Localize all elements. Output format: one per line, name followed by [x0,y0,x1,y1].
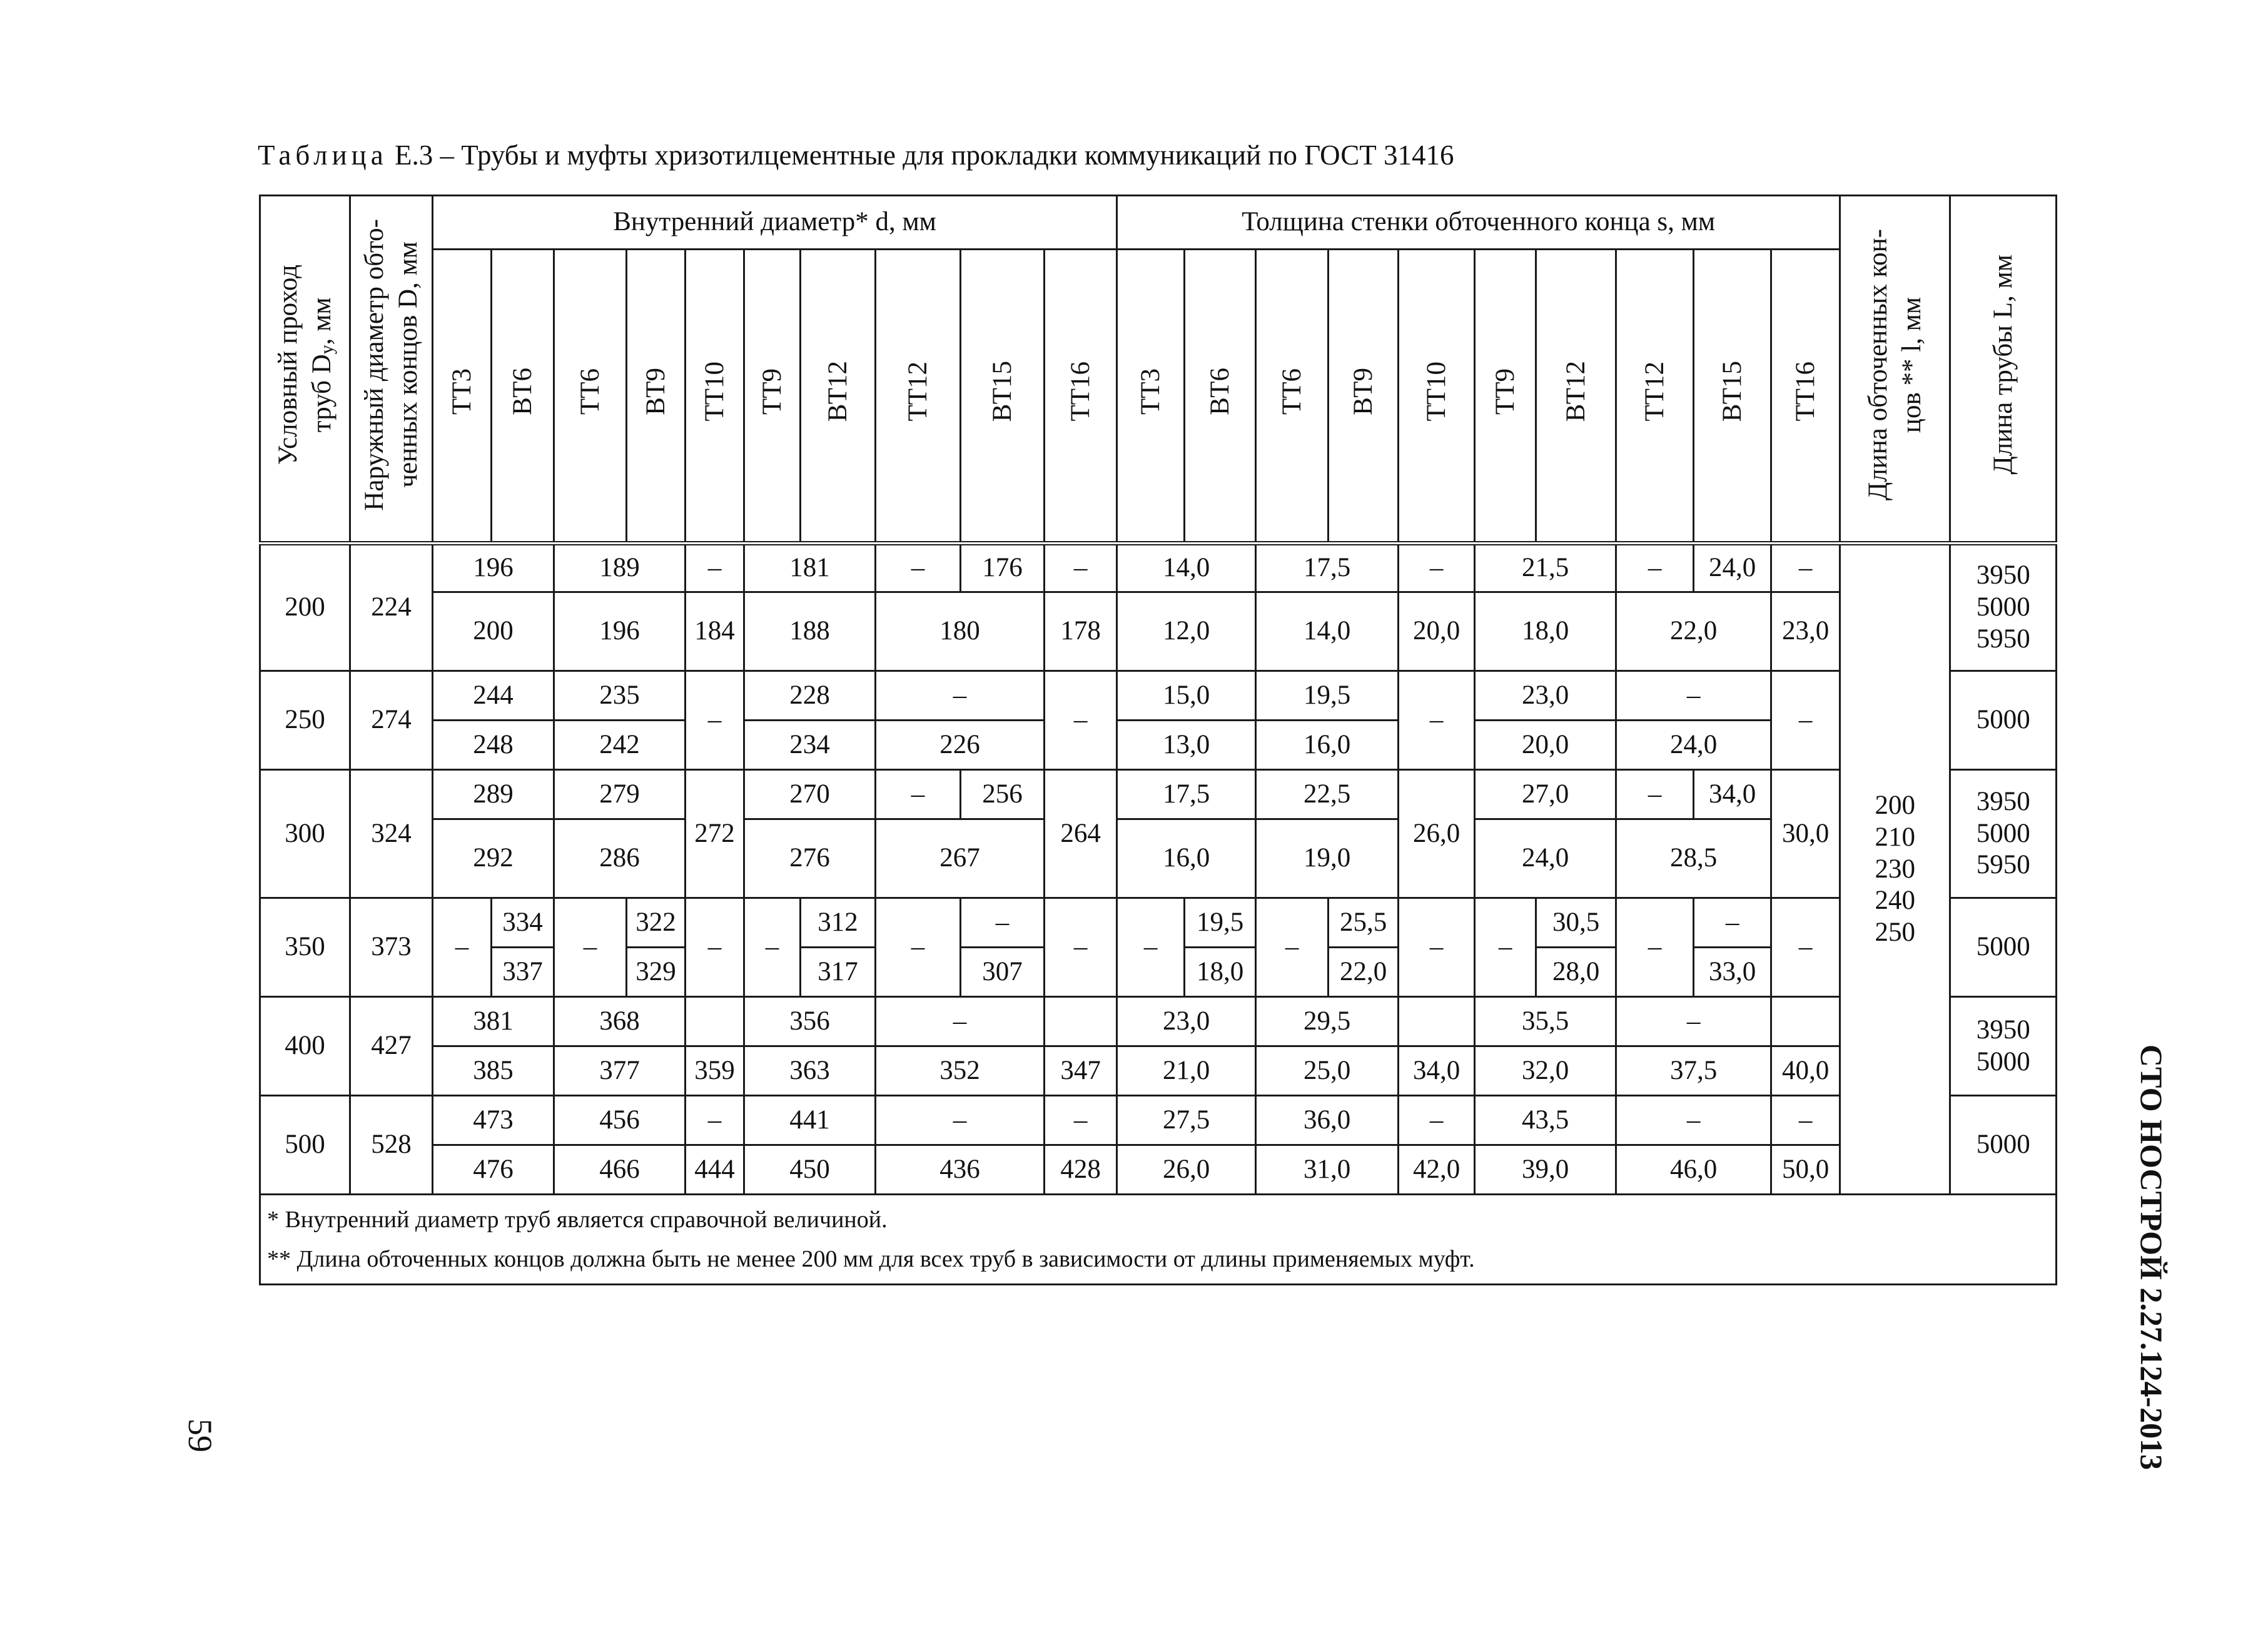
table-cell: 444 [686,1145,744,1195]
table-cell: 441 [744,1096,876,1145]
table-cell: 317 [801,948,876,997]
header-class-d: ВТ15 [961,250,1045,544]
table-cell: – [1771,671,1840,770]
table-cell: 428 [1045,1145,1117,1195]
table-cell: 21,0 [1117,1046,1256,1096]
table-cell: 450 [744,1145,876,1195]
table-cell: 23,0 [1771,592,1840,671]
table-cell: 13,0 [1117,721,1256,770]
pipe-length-cell: 5000 [1950,671,2057,770]
table-cell: 14,0 [1117,544,1256,592]
table-cell: 28,0 [1536,948,1616,997]
table-cell: 28,5 [1616,819,1771,898]
table-cell: – [686,898,744,997]
caption-label: Таблица [258,139,388,171]
table-cell: – [1616,770,1694,819]
header-outer-diameter: Наружный диаметр обто- ченных концов D, мм [350,196,433,544]
table-cell: 286 [554,819,686,898]
table-cell: 22,5 [1256,770,1399,819]
dy-cell: 500 [260,1096,350,1195]
table-cell: 18,0 [1475,592,1616,671]
header-class-s: ВТ12 [1536,250,1616,544]
table-cell: – [876,1096,1045,1145]
table-cell: – [961,898,1045,948]
header-class-d: ВТ6 [492,250,554,544]
header-class-s: ТТ16 [1771,250,1840,544]
table-cell: – [1045,544,1117,592]
table-cell: 17,5 [1256,544,1399,592]
table-cell: 40,0 [1771,1046,1840,1096]
header-class-d: ВТ12 [801,250,876,544]
pipe-length-cell: 3950 5000 [1950,997,2057,1096]
table-cell: 20,0 [1399,592,1475,671]
header-class-s: ТТ6 [1256,250,1329,544]
table-cell: 23,0 [1475,671,1616,721]
pipe-length-cell: 3950 5000 5950 [1950,770,2057,898]
table-cell: 25,5 [1329,898,1399,948]
table-cell: – [1256,898,1329,997]
table-cell: – [554,898,627,997]
table-cell: – [1045,671,1117,770]
pipe-length-cell: 3950 5000 5950 [1950,544,2057,671]
table-cell [1399,997,1475,1046]
dy-cell: 300 [260,770,350,898]
table-cell: – [1616,1096,1771,1145]
table-cell: 37,5 [1616,1046,1771,1096]
table-cell: 17,5 [1117,770,1256,819]
table-cell: – [876,770,961,819]
table-cell: 30,0 [1771,770,1840,898]
table-cell: 307 [961,948,1045,997]
header-class-s: ТТ12 [1616,250,1694,544]
table-cell: 26,0 [1117,1145,1256,1195]
outer-d-cell: 274 [350,671,433,770]
table-cell: – [744,898,801,997]
table-cell: – [1399,671,1475,770]
table-cell: 15,0 [1117,671,1256,721]
table-cell: 21,5 [1475,544,1616,592]
table-cell: 20,0 [1475,721,1616,770]
header-class-s: ВТ6 [1185,250,1256,544]
table-cell: – [433,898,492,997]
table-cell: 50,0 [1771,1145,1840,1195]
table-cell: – [1616,544,1694,592]
table-cell: 368 [554,997,686,1046]
table-cell: 473 [433,1096,554,1145]
table-cell: 385 [433,1046,554,1096]
table-cell: 200 [433,592,554,671]
table-cell: 347 [1045,1046,1117,1096]
header-wall-thickness: Толщина стенки обточенного конца s, мм [1117,196,1840,250]
note-2: ** Длина обточенных концов должна быть не менее 200 мм для всех труб в зависимости от длины применяемых муфт. [267,1245,1475,1272]
table-cell: – [876,898,961,997]
table-cell: – [1694,898,1771,948]
table-cell: – [1399,898,1475,997]
table-cell: 22,0 [1329,948,1399,997]
table-cell: 34,0 [1399,1046,1475,1096]
table-cell: 228 [744,671,876,721]
table-cell: 188 [744,592,876,671]
table-cell: 43,5 [1475,1096,1616,1145]
table-cell: 39,0 [1475,1145,1616,1195]
table-cell [686,997,744,1046]
header-class-s: ВТ15 [1694,250,1771,544]
table-cell: 14,0 [1256,592,1399,671]
table-cell: – [1616,997,1771,1046]
table-cell: 27,5 [1117,1096,1256,1145]
table-cell: 363 [744,1046,876,1096]
table-cell: 42,0 [1399,1145,1475,1195]
table-cell: 29,5 [1256,997,1399,1046]
outer-d-cell: 324 [350,770,433,898]
table-cell: – [1399,544,1475,592]
table-cell: – [686,1096,744,1145]
table-cell: – [1616,898,1694,997]
table-cell: 234 [744,721,876,770]
table-cell: 19,0 [1256,819,1399,898]
pipe-length-cell: 5000 [1950,898,2057,997]
table-cell: 242 [554,721,686,770]
table-cell: 264 [1045,770,1117,898]
turned-end-length-cell: 200 210 230 240 250 [1840,544,1950,1195]
table-cell: 279 [554,770,686,819]
outer-d-cell: 373 [350,898,433,997]
table-cell: 46,0 [1616,1145,1771,1195]
header-turned-end-length: Длина обточенных кон- цов ** l, мм [1840,196,1950,544]
table-cell: – [876,544,961,592]
table-cell: 24,0 [1475,819,1616,898]
table-cell: – [1771,1096,1840,1145]
table-cell [1771,997,1840,1046]
table-cell: 456 [554,1096,686,1145]
table-cell: 196 [433,544,554,592]
header-class-d: ТТ10 [686,250,744,544]
table-cell: 334 [492,898,554,948]
table-cell: 22,0 [1616,592,1771,671]
table-cell: 466 [554,1145,686,1195]
table-cell: 244 [433,671,554,721]
table-cell: 235 [554,671,686,721]
table-cell: 189 [554,544,686,592]
table-cell: – [1045,898,1117,997]
outer-d-cell: 224 [350,544,433,671]
table-cell: – [1616,671,1771,721]
header-conditional-bore: Условный проход труб $D_у$, мм [260,196,350,544]
page-number: 59 [181,1419,219,1452]
table-cell: 31,0 [1256,1145,1399,1195]
header-class-s: ТТ9 [1475,250,1536,544]
outer-d-cell: 427 [350,997,433,1096]
table-cell: 181 [744,544,876,592]
outer-d-cell: 528 [350,1096,433,1195]
caption-text: Е.3 – Трубы и муфты хризотилцементные для прокладки коммуникаций по ГОСТ 31416 [387,139,1454,171]
table-cell: 289 [433,770,554,819]
table-notes [260,1195,2057,1285]
table-cell: 30,5 [1536,898,1616,948]
table-cell: 178 [1045,592,1117,671]
table-cell: 12,0 [1117,592,1256,671]
table-cell: 180 [876,592,1045,671]
table-cell: 272 [686,770,744,898]
table-cell: 352 [876,1046,1045,1096]
header-class-s: ТТ10 [1399,250,1475,544]
table-cell: 24,0 [1616,721,1771,770]
table-cell: 356 [744,997,876,1046]
table-cell: – [686,544,744,592]
table-cell: 24,0 [1694,544,1771,592]
table-cell: 476 [433,1145,554,1195]
header-class-d: ТТ9 [744,250,801,544]
table-cell: 18,0 [1185,948,1256,997]
table-cell: 16,0 [1256,721,1399,770]
header-class-s: ВТ9 [1329,250,1399,544]
pipe-length-cell: 5000 [1950,1096,2057,1195]
table-cell: 176 [961,544,1045,592]
table-cell: – [1117,898,1185,997]
table-cell: 33,0 [1694,948,1771,997]
table-cell: 248 [433,721,554,770]
table-cell: 16,0 [1117,819,1256,898]
table-cell: 36,0 [1256,1096,1399,1145]
note-1: * Внутренний диаметр труб является справочной величиной. [267,1207,888,1233]
table-cell: – [876,671,1045,721]
table-cell: 267 [876,819,1045,898]
table-caption [258,139,1454,171]
header-class-d: ВТ9 [627,250,686,544]
table-cell [1045,997,1117,1046]
table-cell: – [1045,1096,1117,1145]
header-class-s: ТТ3 [1117,250,1185,544]
table-cell: 32,0 [1475,1046,1616,1096]
table-cell: 23,0 [1117,997,1256,1046]
table-cell: 34,0 [1694,770,1771,819]
table-cell: 381 [433,997,554,1046]
dy-cell: 350 [260,898,350,997]
table-cell: 359 [686,1046,744,1096]
table-cell: 19,5 [1185,898,1256,948]
table-cell: 35,5 [1475,997,1616,1046]
table-cell: – [686,671,744,770]
table-cell: 377 [554,1046,686,1096]
table-cell: 19,5 [1256,671,1399,721]
table-cell: – [1475,898,1536,997]
table-cell: 184 [686,592,744,671]
table-cell: – [1771,544,1840,592]
table-cell: – [1771,898,1840,997]
table-cell: 276 [744,819,876,898]
header-class-d: ТТ6 [554,250,627,544]
table-cell: – [1399,1096,1475,1145]
table-cell: 26,0 [1399,770,1475,898]
table-cell: 196 [554,592,686,671]
table-cell: – [876,997,1045,1046]
header-class-d: ТТ12 [876,250,961,544]
header-class-d: ТТ16 [1045,250,1117,544]
dy-cell: 250 [260,671,350,770]
table-cell: 25,0 [1256,1046,1399,1096]
dy-cell: 200 [260,544,350,671]
table-cell: 312 [801,898,876,948]
table-cell: 329 [627,948,686,997]
header-class-d: ТТ3 [433,250,492,544]
header-pipe-length: Длина трубы L, мм [1950,196,2057,544]
table-cell: 322 [627,898,686,948]
table-cell: 226 [876,721,1045,770]
table-cell: 27,0 [1475,770,1616,819]
table-cell: 256 [961,770,1045,819]
dy-cell: 400 [260,997,350,1096]
table-cell: 337 [492,948,554,997]
pipes-table [259,195,2057,1285]
table-cell: 436 [876,1145,1045,1195]
header-inner-diameter: Внутренний диаметр* d, мм [433,196,1117,250]
table-cell: 292 [433,819,554,898]
document-code: СТО НОСТРОЙ 2.27.124-2013 [2134,1044,2169,1471]
table-cell: 270 [744,770,876,819]
